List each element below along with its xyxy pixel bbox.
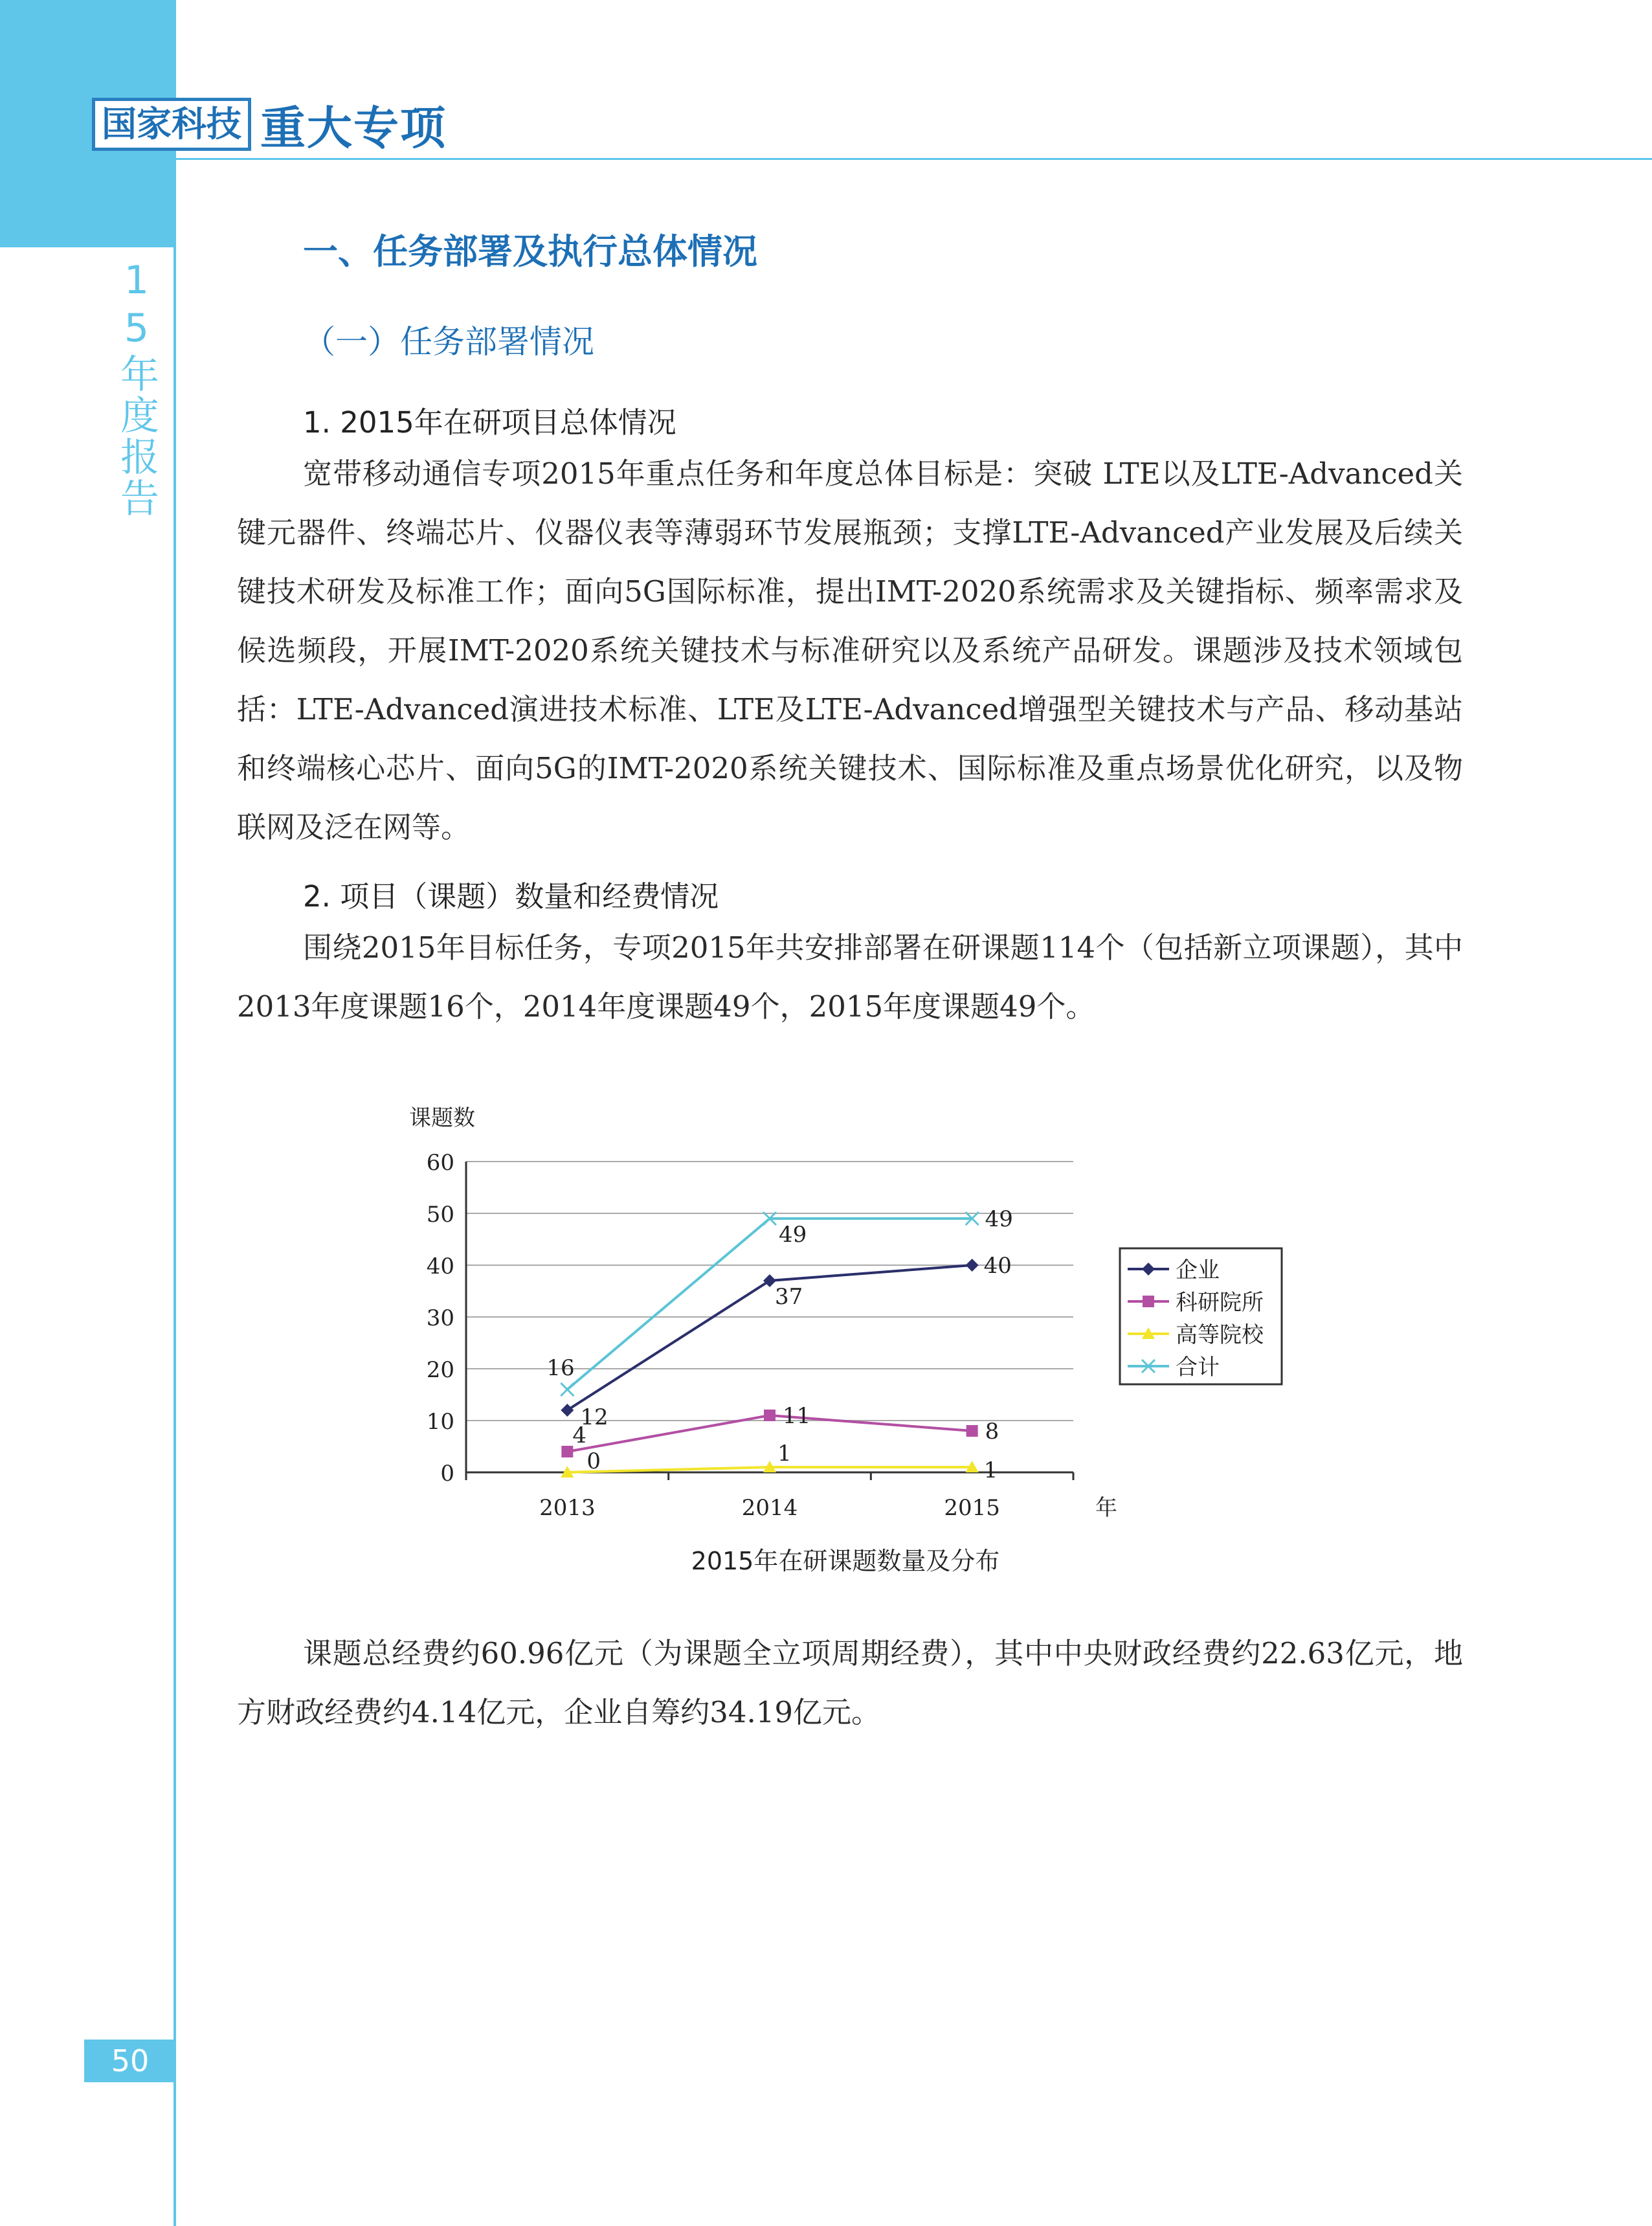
data-label: 40 xyxy=(983,1253,1012,1279)
item2-paragraph xyxy=(237,918,1463,1036)
data-label: 11 xyxy=(783,1403,811,1429)
data-label: 4 xyxy=(572,1422,586,1448)
data-point xyxy=(763,1274,776,1287)
y-tick-label: 50 xyxy=(426,1202,454,1228)
data-label: 0 xyxy=(586,1448,601,1474)
funding-text: 课题总经费约60.96亿元（为课题全立项周期经费），其中中央财政经费约22.63亿元，地方财政经费约4.14亿元，企业自筹约34.19亿元。 xyxy=(237,1636,1463,1729)
data-point xyxy=(966,1259,979,1272)
item1-heading: 1. 2015年在研项目总体情况 xyxy=(303,405,676,440)
report-year-label: 2015年度报告 xyxy=(114,162,159,519)
y-tick-label: 20 xyxy=(426,1357,454,1383)
data-label: 8 xyxy=(985,1419,999,1445)
data-label: 49 xyxy=(779,1222,807,1248)
data-label: 16 xyxy=(546,1355,575,1381)
subsection-title: （一）任务部署情况 xyxy=(303,323,594,361)
item2-heading: 2. 项目（课题）数量和经费情况 xyxy=(303,879,719,914)
section-title: 一、任务部署及执行总体情况 xyxy=(303,231,757,272)
y-tick-label: 0 xyxy=(440,1461,454,1487)
data-label: 1 xyxy=(777,1441,792,1467)
header-title-part1: 国家科技 xyxy=(92,98,251,151)
y-tick-label: 30 xyxy=(426,1305,454,1331)
data-point xyxy=(966,1425,978,1437)
legend-label: 高等院校 xyxy=(1176,1322,1264,1348)
data-label: 12 xyxy=(580,1404,608,1430)
y-axis-title: 课题数 xyxy=(409,1105,475,1131)
x-tick-label: 2013 xyxy=(539,1495,596,1521)
sidebar-rule xyxy=(173,0,176,2226)
legend-label: 企业 xyxy=(1176,1257,1220,1283)
item2-text: 围绕2015年目标任务，专项2015年共安排部署在研课题114个（包括新立项课题），其中2013年度课题16个，2014年度课题49个，2015年度课题49个。 xyxy=(237,930,1463,1024)
legend-marker xyxy=(1143,1296,1154,1307)
x-axis-title: 年 xyxy=(1095,1495,1117,1521)
legend-label: 科研院所 xyxy=(1176,1290,1264,1316)
item1-paragraph xyxy=(237,444,1463,857)
header-title-part2: 重大专项 xyxy=(260,100,447,155)
data-point xyxy=(764,1410,776,1421)
item1-text: 宽带移动通信专项2015年重点任务和年度总体目标是：突破 LTE以及LTE-Advanced关键元器件、终端芯片、仪器仪表等薄弱环节发展瓶颈；支撑LTE-Advanced产业发展及后续关键技术研发及标准工作；面向5G国际标准，提出IMT-2020系统需求及关键指标、频率需求及候选频段，开展IMT-2020系统关键技术与标准研究以及系统产品研发。课题涉及技术领域包括：LTE-Advanced演进技术标准、LTE及LTE-Advanced增强型关键技术与产品、移动基站和终端核心芯片、面向5G的IMT-2020系统关键技术、国际标准及重点场景优化研究，以及物联网及泛在网等。 xyxy=(237,456,1463,844)
x-tick-label: 2014 xyxy=(741,1495,798,1521)
data-label: 1 xyxy=(983,1457,998,1483)
series-line-4 xyxy=(567,1219,972,1389)
x-tick-label: 2015 xyxy=(944,1495,1000,1521)
page-number: 50 xyxy=(84,2040,176,2082)
data-point xyxy=(561,1404,574,1417)
chart-svg xyxy=(388,1088,1308,1541)
data-point xyxy=(561,1446,573,1457)
running-header xyxy=(92,96,447,153)
legend-label: 合计 xyxy=(1176,1355,1220,1380)
funding-paragraph xyxy=(237,1624,1463,1742)
line-chart xyxy=(388,1088,1308,1580)
y-tick-label: 10 xyxy=(426,1409,454,1435)
data-label: 37 xyxy=(775,1284,803,1310)
header-rule xyxy=(176,158,1652,160)
y-tick-label: 40 xyxy=(426,1254,454,1279)
data-label: 49 xyxy=(985,1206,1013,1232)
y-tick-label: 60 xyxy=(426,1150,454,1176)
chart-caption: 2015年在研课题数量及分布 xyxy=(691,1547,1000,1575)
